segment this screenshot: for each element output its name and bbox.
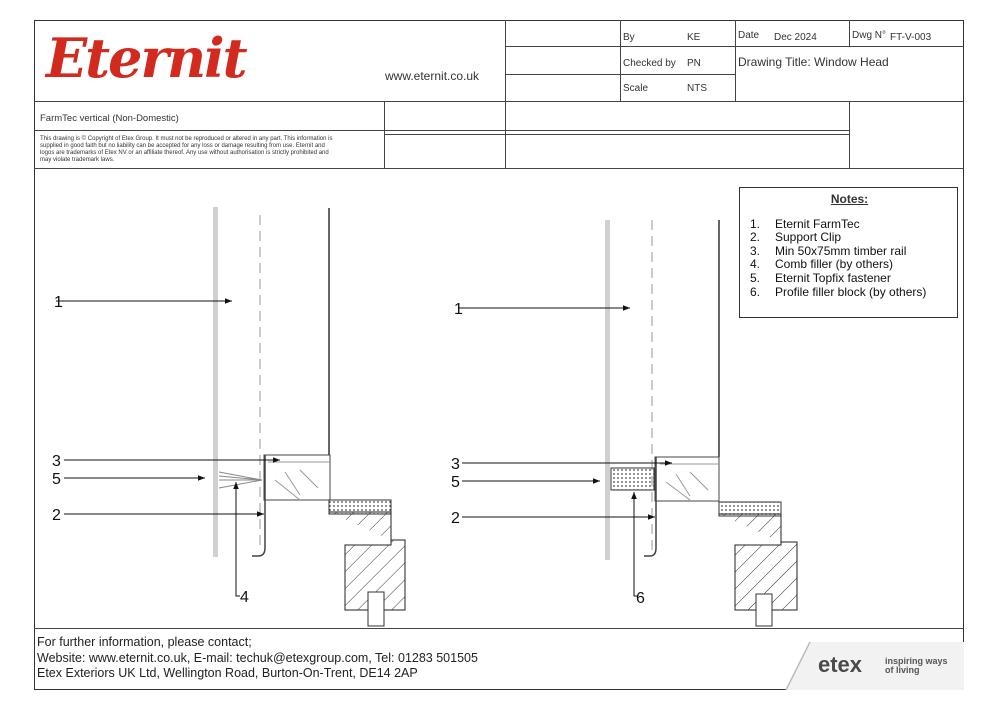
note-text-2: Support Clip — [775, 230, 842, 244]
checked-label: Checked by — [623, 58, 676, 69]
farmtec-panel-left — [213, 207, 218, 557]
window-glazing-left — [368, 592, 384, 626]
note-text-3: Min 50x75mm timber rail — [775, 244, 907, 258]
etex-brand — [786, 642, 964, 690]
etex-logo: etex — [818, 652, 863, 677]
note-num-5: 5. — [750, 271, 761, 285]
dwg-label: Dwg N° — [852, 30, 887, 41]
etex-tagline-2: of living — [885, 665, 920, 675]
dwg-value: FT-V-003 — [890, 32, 932, 43]
profile-filler-block-right — [611, 468, 654, 490]
window-frame-left — [329, 512, 405, 610]
scale-value: NTS — [687, 83, 707, 94]
callout-arrow-4-left — [236, 482, 240, 596]
footer-address: Etex Exteriors UK Ltd, Wellington Road, Burton-On-Trent, DE14 2AP — [37, 666, 418, 680]
note-text-5: Eternit Topfix fastener — [775, 271, 891, 285]
callout-label-5-right: 5 — [451, 474, 460, 491]
note-num-2: 2. — [750, 230, 761, 244]
by-label: By — [623, 32, 635, 43]
notes-title: Notes: — [830, 192, 869, 206]
callout-arrow-6-right — [634, 492, 638, 596]
callout-label-1-left: 1 — [54, 294, 63, 311]
timber-grain-left — [268, 462, 330, 500]
right-detail — [451, 220, 797, 626]
footer-contact-details[interactable]: Website: www.eternit.co.uk, E-mail: techuk@etexgroup.com, Tel: 01283 501505 — [37, 651, 478, 665]
timber-grain-right — [660, 464, 719, 500]
copyright-notice: This drawing is © Copyright of Etex Group. It must not be reproduced or altered in any part. This information is supplied in good faith but no liability can be accepted for any loss or damage resulting from use. Eternit and logos are trademarks of Etex NV or an affiliate thereof. Any use without authorisation is strictly prohibited and may violate trademark laws. — [40, 136, 333, 163]
callout-label-2-left: 2 — [52, 507, 61, 524]
scale-label: Scale — [623, 83, 649, 94]
website-text[interactable]: www.eternit.co.uk — [385, 69, 480, 83]
comb-filler-left — [219, 472, 262, 488]
window-glazing-right — [756, 594, 772, 626]
callout-label-3-left: 3 — [52, 453, 61, 470]
callout-label-4-left: 4 — [240, 589, 249, 606]
etex-tagline-1: inspiring ways — [885, 656, 948, 666]
checked-value: PN — [687, 58, 701, 69]
date-value: Dec 2024 — [774, 32, 817, 43]
etex-brand-backdrop — [786, 642, 964, 690]
note-num-1: 1. — [750, 217, 761, 231]
callout-label-2-right: 2 — [451, 510, 460, 527]
callout-label-6-right: 6 — [636, 590, 645, 607]
note-num-6: 6. — [750, 285, 761, 299]
drawing-title: Drawing Title: Window Head — [738, 55, 889, 69]
support-clip-left — [252, 455, 265, 556]
note-num-3: 3. — [750, 244, 761, 258]
callout-label-3-right: 3 — [451, 456, 460, 473]
note-text-6: Profile filler block (by others) — [775, 285, 927, 299]
note-num-4: 4. — [750, 257, 761, 271]
by-value: KE — [687, 32, 701, 43]
footer-contact-heading: For further information, please contact; — [37, 635, 252, 649]
eternit-logo: Eternit — [46, 26, 246, 90]
date-label: Date — [738, 30, 760, 41]
product-name: FarmTec vertical (Non-Domestic) — [40, 113, 179, 124]
farmtec-panel-right — [605, 220, 610, 560]
left-detail — [52, 207, 405, 626]
note-text-1: Eternit FarmTec — [775, 217, 860, 231]
callout-label-5-left: 5 — [52, 471, 61, 488]
callout-label-1-right: 1 — [454, 301, 463, 318]
note-text-4: Comb filler (by others) — [775, 257, 894, 271]
